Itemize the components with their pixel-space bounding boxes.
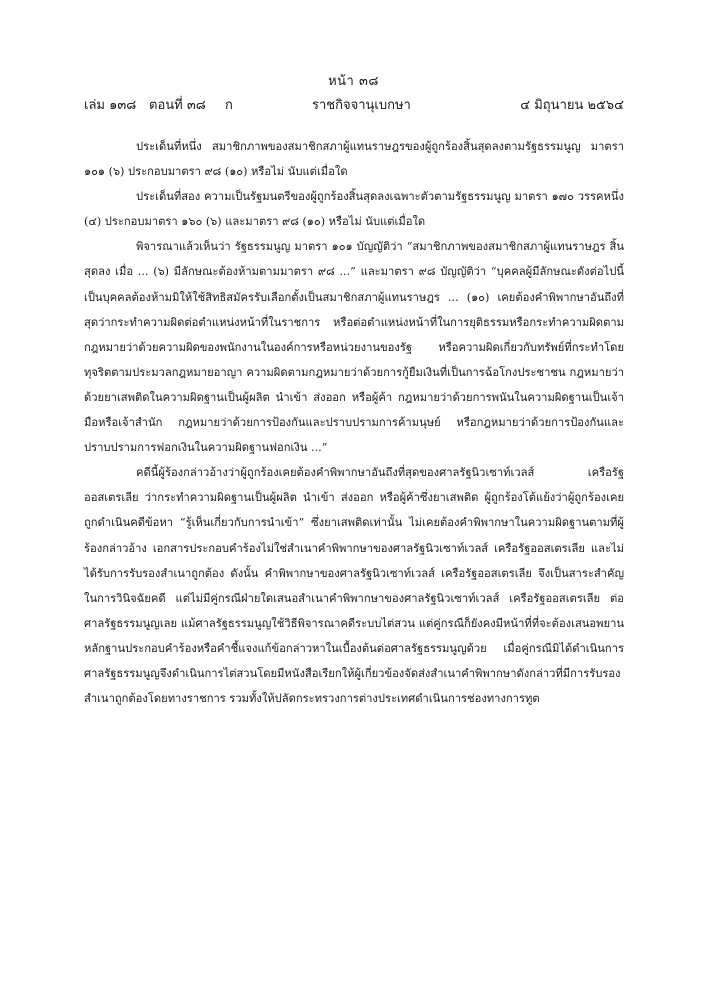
- paragraph-consideration: พิจารณาแล้วเห็นว่า รัฐธรรมนูญ มาตรา ๑๐๑ บัญญัติว่า “สมาชิกภาพของสมาชิกสภาผู้แทนราษฎร สิ้นสุดลง เมื่อ ... (๖) มีลักษณะต้องห้ามตามมาตรา ๙๘ ...” และมาตรา ๙๘ บัญญัติว่า “บุคคลผู้มีลักษณะดังต่อไปนี้ เป็นบุคคลต้องห้ามมิให้ใช้สิทธิสมัครรับเลือกตั้งเป็นสมาชิกสภาผู้แทนราษฎร ... (๑๐) เคยต้องคำพิพากษาอันถึงที่สุดว่ากระทำความผิดต่อตำแหน่งหน้าที่ในราชการ หรือต่อตำแหน่งหน้าที่ในการยุติธรรมหรือกระทำความผิดตามกฎหมายว่าด้วยความผิดของพนักงานในองค์การหรือหน่วยงานของรัฐ หรือความผิดเกี่ยวกับทรัพย์ที่กระทำโดยทุจริตตามประมวลกฎหมายอาญา ความผิดตามกฎหมายว่าด้วยการกู้ยืมเงินที่เป็นการฉ้อโกงประชาชน กฎหมายว่าด้วยยาเสพติดในความผิดฐานเป็นผู้ผลิต นำเข้า ส่งออก หรือผู้ค้า กฎหมายว่าด้วยการพนันในความผิดฐานเป็นเจ้ามือหรือเจ้าสำนัก กฎหมายว่าด้วยการป้องกันและปราบปรามการค้ามนุษย์ หรือกฎหมายว่าด้วยการป้องกันและปราบปรามการฟอกเงินในความผิดฐานฟอกเงิน ...”: [84, 240, 624, 455]
- gazette-header: [84, 94, 624, 114]
- paragraph-case-facts: คดีนี้ผู้ร้องกล่าวอ้างว่าผู้ถูกร้องเคยต้องคำพิพากษาอันถึงที่สุดของศาลรัฐนิวเซาท์เวลส์ เครือรัฐออสเตรเลีย ว่ากระทำความผิดฐานเป็นผู้ผลิต นำเข้า ส่งออก หรือผู้ค้าซึ่งยาเสพติด ผู้ถูกร้องโต้แย้งว่าผู้ถูกร้องเคยถูกดำเนินคดีข้อหา “รู้เห็นเกี่ยวกับการนำเข้า” ซึ่งยาเสพติดเท่านั้น ไม่เคยต้องคำพิพากษาในความผิดฐานตามที่ผู้ร้องกล่าวอ้าง เอกสารประกอบคำร้องไม่ใช่สำเนาคำพิพากษาของศาลรัฐนิวเซาท์เวลส์ เครือรัฐออสเตรเลีย และไม่ได้รับการรับรองสำเนาถูกต้อง ดังนั้น คำพิพากษาของศาลรัฐนิวเซาท์เวลส์ เครือรัฐออสเตรเลีย จึงเป็นสาระสำคัญในการวินิจฉัยคดี แต่ไม่มีคู่กรณีฝ่ายใดเสนอสำเนาคำพิพากษาของศาลรัฐนิวเซาท์เวลส์ เครือรัฐออสเตรเลีย ต่อศาลรัฐธรรมนูญเลย แม้ศาลรัฐธรรมนูญใช้วิธีพิจารณาคดีระบบไต่สวน แต่คู่กรณีก็ยังคงมีหน้าที่ที่จะต้องเสนอพยานหลักฐานประกอบคำร้องหรือคำชี้แจงแก้ข้อกล่าวหาในเบื้องต้นต่อศาลรัฐธรรมนูญด้วย เมื่อคู่กรณีมิได้ดำเนินการ ศาลรัฐธรรมนูญจึงดำเนินการไต่สวนโดยมีหนังสือเรียกให้ผู้เกี่ยวข้องจัดส่งสำเนาคำพิพากษาดังกล่าวที่มีการรับรองสำเนาถูกต้องโดยทางราชการ รวมทั้งให้ปลัดกระทรวงการต่างประเทศดำเนินการช่องทางการทูต: [84, 466, 624, 706]
- gazette-title: ราชกิจจานุเบกษา: [312, 98, 411, 113]
- paragraph-issue-one: ประเด็นที่หนึ่ง สมาชิกภาพของสมาชิกสภาผู้แทนราษฎรของผู้ถูกร้องสิ้นสุดลงตามรัฐธรรมนูญ มาตรา ๑๐๑ (๖) ประกอบมาตรา ๙๘ (๑๐) หรือไม่ นับแต่เมื่อใด: [84, 140, 624, 179]
- paragraph-issue-two: ประเด็นที่สอง ความเป็นรัฐมนตรีของผู้ถูกร้องสิ้นสุดลงเฉพาะตัวตามรัฐธรรมนูญ มาตรา ๑๗๐ วรรคหนึ่ง (๔) ประกอบมาตรา ๑๖๐ (๖) และมาตรา ๙๘ (๑๐) หรือไม่ นับแต่เมื่อใด: [84, 190, 624, 229]
- section-letter: ก: [225, 98, 233, 113]
- publication-date: ๔ มิถุนายน ๒๕๖๔: [520, 98, 624, 113]
- part-number: ตอนที่ ๓๘: [149, 98, 206, 113]
- volume-number: เล่ม ๑๓๘: [84, 98, 137, 113]
- page-number: หน้า ๓๘: [328, 74, 379, 89]
- document-body: [84, 134, 624, 711]
